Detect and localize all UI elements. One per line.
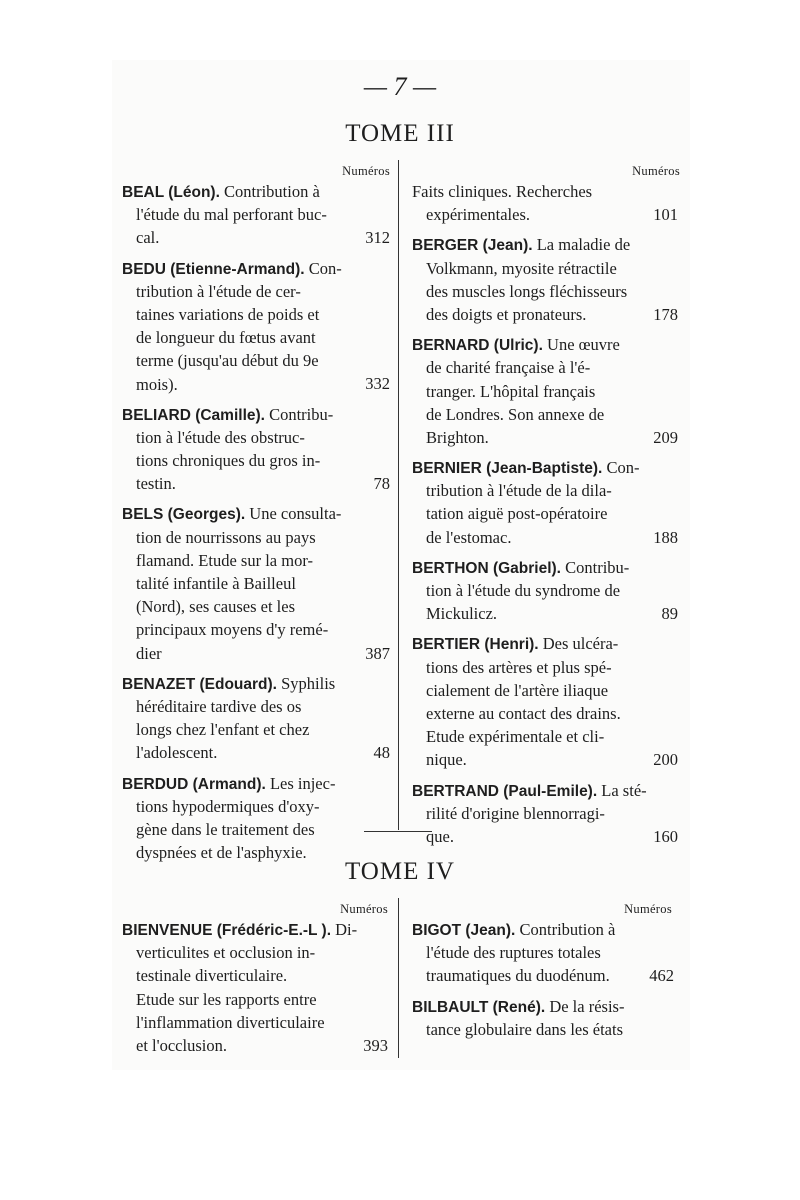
entry-text: Contribu- <box>565 557 630 577</box>
index-entry <box>122 918 388 1057</box>
entry-line <box>412 556 678 579</box>
index-entry <box>412 456 678 549</box>
entry-author: BEDU (Etienne-Armand). <box>122 260 305 278</box>
entry-text: tion à l'étude des obstruc- <box>136 427 305 447</box>
entry-line <box>412 356 678 379</box>
entry-text: tions des artères et plus spé- <box>426 657 612 677</box>
entry-line <box>412 280 678 303</box>
numeros-label-left-iv: Numéros <box>340 902 388 916</box>
entry-number: 178 <box>653 304 678 324</box>
entry-line <box>122 618 390 641</box>
entry-text: La sté- <box>601 780 647 800</box>
entry-line <box>122 718 390 741</box>
entry-line <box>412 203 678 226</box>
tome-iv-left-column <box>122 918 388 1064</box>
entry-text: des muscles longs fléchisseurs <box>426 281 628 301</box>
entry-text: cialement de l'artère iliaque <box>426 680 609 700</box>
entry-line <box>412 602 678 625</box>
entry-line <box>122 180 390 203</box>
entry-line <box>412 579 678 602</box>
entry-text: Con- <box>308 258 342 278</box>
section-rule <box>364 831 432 832</box>
entry-line <box>412 632 678 655</box>
entry-text: longs chez l'enfant et chez <box>136 720 310 740</box>
numeros-label-right-iii: Numéros <box>632 164 680 178</box>
entry-line <box>122 226 390 249</box>
entry-number: 188 <box>653 527 678 547</box>
entry-line <box>122 964 388 987</box>
entry-text: externe au contact des drains. <box>426 703 621 723</box>
entry-line <box>412 233 678 256</box>
entry-number: 312 <box>365 228 390 248</box>
index-entry <box>412 995 674 1041</box>
entry-text: testinale diverticulaire. <box>136 966 288 986</box>
entry-text: nique. <box>426 750 467 770</box>
entry-line <box>412 303 678 326</box>
entry-text: tance globulaire dans les états <box>426 1019 624 1039</box>
entry-line <box>412 918 674 941</box>
entry-text: Contribution à <box>224 182 320 201</box>
index-entry <box>122 672 390 765</box>
entry-line <box>122 741 390 764</box>
entry-line <box>412 502 678 525</box>
entry-text: traumatiques du duodénum. <box>426 966 610 986</box>
entry-text: des doigts et pronateurs. <box>426 304 587 324</box>
entry-text: Une œuvre <box>547 335 620 355</box>
numeros-label-left-iii: Numéros <box>342 164 390 178</box>
entry-line <box>412 456 678 479</box>
column-divider-tome-iv <box>398 898 399 1058</box>
entry-author: BEAL (Léon). <box>122 184 220 201</box>
entry-text: Des ulcéra- <box>542 634 619 654</box>
entry-text: que. <box>426 826 454 846</box>
entry-line <box>412 802 678 825</box>
entry-line <box>412 825 678 848</box>
index-entry <box>412 779 678 849</box>
entry-text: Une consulta- <box>249 504 342 524</box>
entry-text: Les injec- <box>269 773 336 793</box>
entry-text: Contribution à <box>519 920 616 939</box>
entry-text: Volkmann, myosite rétractile <box>426 258 617 278</box>
entry-text: cal. <box>136 228 160 248</box>
entry-line <box>412 403 678 426</box>
index-entry <box>412 632 678 771</box>
entry-text: expérimentales. <box>426 205 530 225</box>
entry-text: De la résis- <box>549 996 625 1016</box>
index-entry <box>412 233 678 326</box>
entry-text: l'inflammation diverticulaire <box>136 1012 325 1032</box>
entry-text: dier <box>136 643 162 663</box>
entry-text: de charité française à l'é- <box>426 358 591 378</box>
entry-text: tion de nourrissons au pays <box>136 527 316 547</box>
entry-text: tions chroniques du gros in- <box>136 451 321 471</box>
entry-author: BIGOT (Jean). <box>412 922 516 939</box>
entry-text: tribution à l'étude de cer- <box>136 281 301 301</box>
entry-author: BERDUD (Armand). <box>122 775 266 793</box>
page-number: — 7 — <box>363 72 437 101</box>
entry-line <box>412 656 678 679</box>
entry-text: verticulites et occlusion in- <box>136 943 316 963</box>
entry-line <box>122 326 390 349</box>
entry-number: 462 <box>649 966 674 986</box>
tome-iv-right-column <box>412 918 674 1048</box>
entry-author: BELIARD (Camille). <box>122 406 265 424</box>
index-entry <box>412 333 678 449</box>
entry-line <box>412 964 674 987</box>
entry-text: taines variations de poids et <box>136 304 320 324</box>
entry-author: BERGER (Jean). <box>412 237 533 255</box>
entry-line <box>122 818 390 841</box>
entry-text: Syphilis <box>281 673 336 693</box>
entry-author: BERTIER (Henri). <box>412 636 539 654</box>
entry-line <box>122 303 390 326</box>
entry-line <box>412 748 678 771</box>
entry-line <box>412 779 678 802</box>
entry-line <box>122 426 390 449</box>
entry-author: BERNIER (Jean-Baptiste). <box>412 460 603 478</box>
entry-line <box>122 1034 388 1057</box>
entry-line <box>122 549 390 572</box>
entry-text: testin. <box>136 474 176 494</box>
entry-line <box>122 257 390 280</box>
entry-author: BERTRAND (Paul-Emile). <box>412 782 598 800</box>
entry-text: et l'occlusion. <box>136 1035 227 1055</box>
entry-line <box>122 595 390 618</box>
entry-text: rilité d'origine blennorragi- <box>426 803 605 823</box>
entry-text: Faits cliniques. Recherches <box>412 182 593 201</box>
index-entry <box>122 403 390 496</box>
entry-text: tranger. L'hôpital français <box>426 381 596 401</box>
entry-text: Mickulicz. <box>426 604 498 624</box>
entry-text: l'étude des ruptures totales <box>426 943 601 963</box>
tome-iv-title: TOME IV <box>344 858 455 885</box>
index-entry <box>122 257 390 396</box>
entry-text: flamand. Etude sur la mor- <box>136 550 313 570</box>
entry-line <box>122 526 390 549</box>
entry-line <box>122 772 390 795</box>
entry-line <box>122 941 388 964</box>
entry-author: BIENVENUE (Frédéric-E.-L ). <box>122 922 332 939</box>
entry-line <box>412 526 678 549</box>
entry-author: BERNARD (Ulric). <box>412 337 543 355</box>
entry-line <box>412 380 678 403</box>
entry-text: mois). <box>136 374 178 394</box>
entry-line <box>412 679 678 702</box>
entry-text: Etude expérimentale et cli- <box>426 727 605 747</box>
entry-text: de l'estomac. <box>426 527 512 547</box>
entry-line <box>122 449 390 472</box>
entry-text: gène dans le traitement des <box>136 819 315 839</box>
tome-iii-right-column <box>412 180 678 855</box>
entry-line <box>122 280 390 303</box>
entry-text: l'étude du mal perforant buc- <box>136 205 327 225</box>
entry-line <box>412 479 678 502</box>
numeros-label-right-iv: Numéros <box>624 902 672 916</box>
entry-line <box>122 1011 388 1034</box>
entry-text: tation aiguë post-opératoire <box>426 504 608 524</box>
entry-author: BELS (Georges). <box>122 506 246 524</box>
entry-author: BILBAULT (René). <box>412 998 546 1016</box>
entry-text: principaux moyens d'y remé- <box>136 620 329 640</box>
entry-text: Brighton. <box>426 427 489 447</box>
index-entry <box>412 556 678 626</box>
entry-line <box>122 642 390 665</box>
entry-text: talité infantile à Bailleul <box>136 574 296 593</box>
index-entry <box>412 180 678 226</box>
entry-number: 393 <box>363 1035 388 1055</box>
entry-author: BERTHON (Gabriel). <box>412 559 561 577</box>
entry-line <box>122 918 388 941</box>
entry-line <box>122 349 390 372</box>
entry-line <box>412 725 678 748</box>
entry-text: l'adolescent. <box>136 743 218 763</box>
entry-line <box>412 333 678 356</box>
entry-text: tion à l'étude du syndrome de <box>426 581 621 600</box>
entry-text: héréditaire tardive des os <box>136 696 302 716</box>
tome-iii-title: TOME III <box>345 120 455 147</box>
index-entry <box>122 180 390 250</box>
entry-text: terme (jusqu'au début du 9e <box>136 351 319 371</box>
entry-line <box>412 1018 674 1041</box>
index-entry <box>122 502 390 664</box>
entry-number: 89 <box>661 604 678 624</box>
entry-number: 387 <box>365 643 390 663</box>
entry-line <box>122 988 388 1011</box>
entry-text: de Londres. Son annexe de <box>426 404 605 424</box>
entry-number: 160 <box>653 826 678 846</box>
entry-line <box>122 373 390 396</box>
entry-text: Con- <box>606 458 640 478</box>
entry-number: 332 <box>365 374 390 394</box>
entry-number: 78 <box>373 474 390 494</box>
entry-text: La maladie de <box>536 235 631 255</box>
entry-text: tions hypodermiques d'oxy- <box>136 796 320 816</box>
entry-line <box>122 695 390 718</box>
index-entry <box>122 772 390 865</box>
entry-line <box>412 995 674 1018</box>
entry-text: dyspnées et de l'asphyxie. <box>136 843 307 863</box>
entry-number: 101 <box>653 205 678 225</box>
entry-line <box>412 941 674 964</box>
entry-line <box>412 426 678 449</box>
entry-author: BENAZET (Edouard). <box>122 675 277 693</box>
entry-number: 48 <box>373 743 390 763</box>
entry-line <box>122 502 390 525</box>
tome-iii-left-column <box>122 180 390 871</box>
entry-line <box>412 257 678 280</box>
entry-line <box>122 403 390 426</box>
column-divider-tome-iii <box>398 160 399 830</box>
index-entry <box>412 918 674 988</box>
entry-text: Di- <box>335 920 358 939</box>
entry-line <box>412 702 678 725</box>
entry-text: de longueur du fœtus avant <box>136 328 316 348</box>
entry-line <box>122 472 390 495</box>
entry-number: 200 <box>653 750 678 770</box>
entry-line <box>122 203 390 226</box>
entry-number: 209 <box>653 427 678 447</box>
entry-line <box>122 572 390 595</box>
entry-text: Contribu- <box>269 404 334 424</box>
entry-line <box>412 180 678 203</box>
entry-line <box>122 672 390 695</box>
entry-line <box>122 795 390 818</box>
entry-text: tribution à l'étude de la dila- <box>426 481 612 501</box>
entry-text: (Nord), ses causes et les <box>136 597 295 617</box>
entry-text: Etude sur les rapports entre <box>136 989 317 1009</box>
